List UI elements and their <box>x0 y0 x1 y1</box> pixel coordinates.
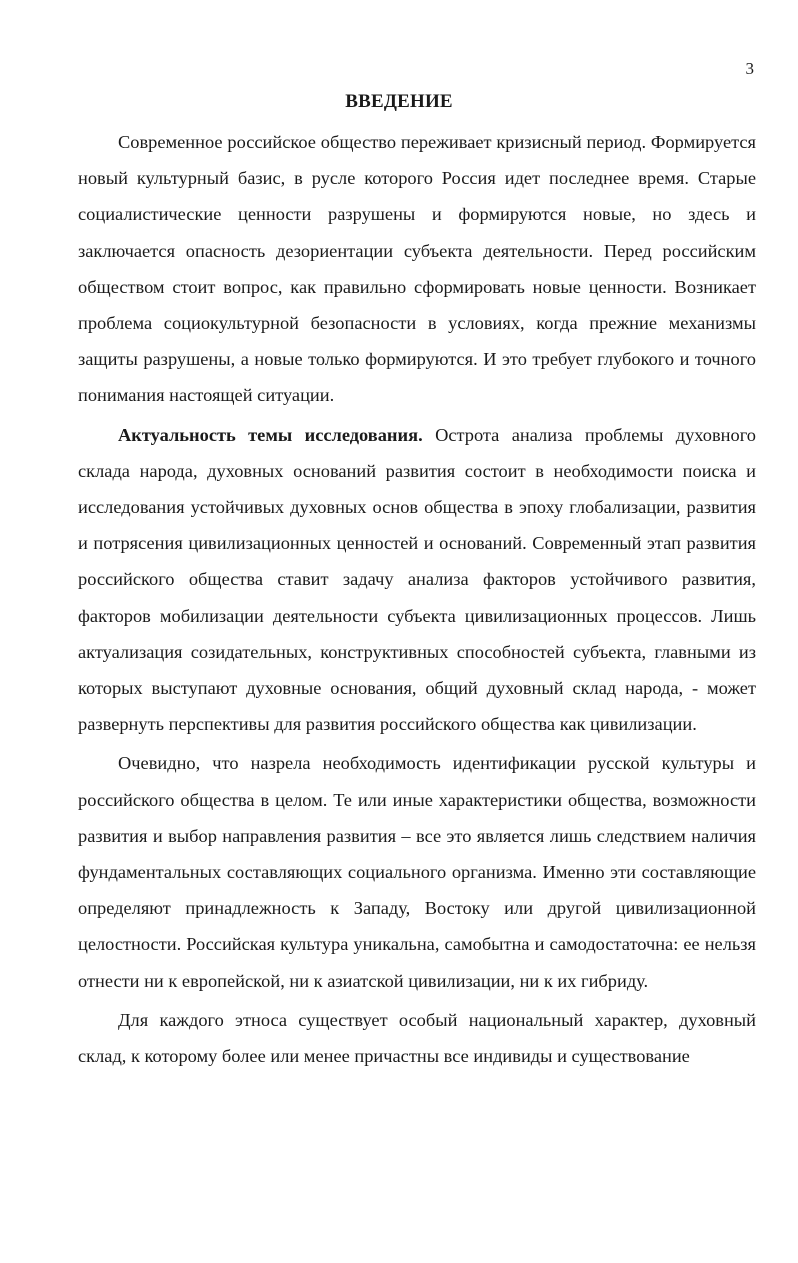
paragraph-national-character <box>78 1002 756 1074</box>
paragraph-relevance <box>78 417 756 743</box>
paragraph-text: Очевидно, что назрела необходимость идентификации русской культуры и российского общества в целом. Те или иные характеристики общества, возможности развития и выбор направления развития – все это является лишь следствием наличия фундаментальных составляющих социального организма. Именно эти составляющие определяют принадлежность к Западу, Востоку или другой цивилизационной целостности. Российская культура уникальна, самобытна и самодостаточна: ее нельзя отнести ни к европейской, ни к азиатской цивилизации, ни к их гибриду. <box>78 753 756 991</box>
paragraph-text: Современное российское общество переживает кризисный период. Формируется новый культурный базис, в русле которого Россия идет последнее время. Старые социалистические ценности разрушены и формируются новые, но здесь и заключается опасность дезориентации субъекта деятельности. Перед российским обществом стоит вопрос, как правильно сформировать новые ценности. Возникает проблема социокультурной безопасности в условиях, когда прежние механизмы защиты разрушены, а новые только формируются. И это требует глубокого и точного понимания настоящей ситуации. <box>78 132 756 406</box>
paragraph-lead-heading: Актуальность темы исследования. <box>118 424 423 445</box>
paragraph-identification <box>78 745 756 998</box>
page-number: 3 <box>745 59 754 78</box>
page-title: ВВЕДЕНИЕ <box>345 91 453 112</box>
document-body <box>78 124 756 1074</box>
paragraph-intro <box>78 124 756 414</box>
paragraph-text: Для каждого этноса существует особый национальный характер, духовный склад, к которому более или менее причастны все индивиды и существование <box>78 1009 756 1067</box>
paragraph-text: Острота анализа проблемы духовного склада народа, духовных оснований развития состоит в необходимости поиска и исследования устойчивых духовных основ общества в эпоху глобализации, развития и потрясения цивилизационных ценностей и оснований. Современный этап развития российского общества ставит задачу анализа факторов устойчивого развития, факторов мобилизации деятельности субъекта цивилизационных процессов. Лишь актуализация созидательных, конструктивных способностей субъекта, главными из которых выступают духовные основания, общий духовный склад народа, - может развернуть перспективы для развития российского общества как цивилизации. <box>78 424 757 735</box>
